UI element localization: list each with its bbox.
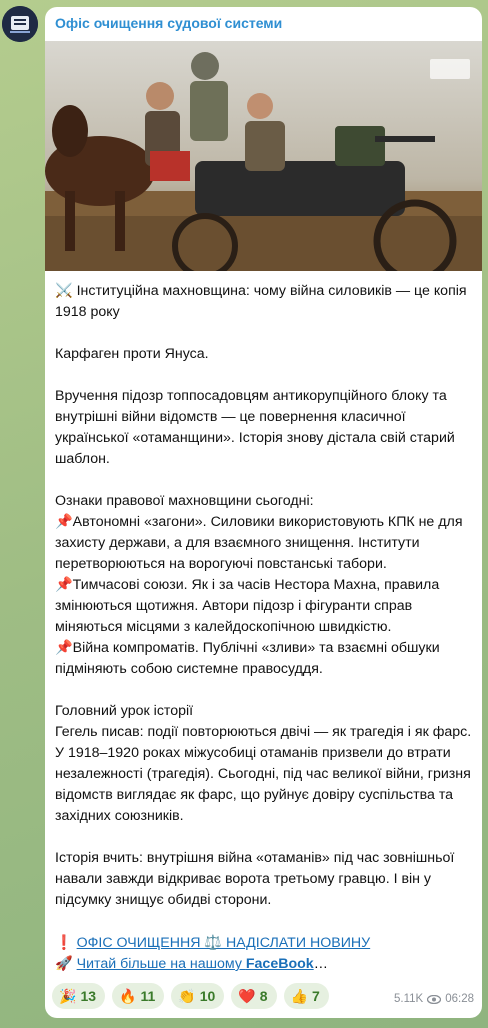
post-links <box>55 933 475 975</box>
reaction-count: 8 <box>259 988 268 1004</box>
lesson-section <box>55 701 475 827</box>
reaction-party[interactable] <box>52 983 105 1009</box>
facebook-link-ellipsis: … <box>313 956 328 972</box>
reaction-clap[interactable] <box>171 983 224 1009</box>
post-photo[interactable] <box>45 41 482 271</box>
channel-avatar[interactable] <box>2 6 38 42</box>
message-time: 06:28 <box>445 993 474 1005</box>
signs-heading: Ознаки правової махновщини сьогодні: <box>55 493 314 509</box>
post-subtitle: Карфаген проти Януса. <box>55 346 209 362</box>
facebook-row <box>55 954 475 975</box>
sign-item: 📌Війна компроматів. Публічні «зливи» та взаємні обшуки підміняють собою системне правосуддя. <box>55 640 440 677</box>
rocket-icon: 🚀 <box>55 956 77 972</box>
exclamation-icon: ❗ <box>55 935 77 951</box>
heart-icon: ❤️ <box>238 987 256 1004</box>
reaction-count: 11 <box>140 988 156 1004</box>
signs-section <box>55 491 475 680</box>
thumbs-up-icon: 👍 <box>290 987 308 1004</box>
reaction-count: 10 <box>199 988 216 1004</box>
view-count: 5.11K <box>394 993 424 1005</box>
facebook-link-bold: FaceBook <box>245 956 314 972</box>
reaction-thumbs-up[interactable] <box>284 983 329 1009</box>
post-text <box>55 281 475 932</box>
reaction-heart[interactable] <box>231 983 276 1009</box>
reaction-count: 7 <box>311 988 320 1004</box>
post-title: ⚔️ Інституційна махновщина: чому війна силовиків — це копія 1918 року <box>55 283 467 320</box>
party-popper-icon: 🎉 <box>59 987 77 1004</box>
channel-name[interactable]: Офіс очищення судової системи <box>55 15 283 31</box>
message-meta <box>394 993 474 1005</box>
facebook-link-text: Читай більше на нашому <box>76 956 246 972</box>
scales-logo-icon <box>2 6 38 42</box>
facebook-link[interactable] <box>77 956 314 972</box>
reaction-fire[interactable] <box>112 983 164 1009</box>
lesson-text: Гегель писав: події повторюються двічі — як трагедія і як фарс. У 1918–1920 роках міжусобиці отаманів призвели до втрати незалежності (трагедія). Сьогодні, під час великої війни, гризня відомств виглядає як фарс, що руйнує довіру суспільства та західних союзників. <box>55 724 472 824</box>
fire-icon: 🔥 <box>119 987 137 1004</box>
submit-news-link[interactable]: ОФІС ОЧИЩЕННЯ ⚖️ НАДІСЛАТИ НОВИНУ <box>76 935 371 951</box>
sign-item: 📌Тимчасові союзи. Як і за часів Нестора Махна, правила змінюються щотижня. Автори підозр і фігуранти справ міняються місцями з калейдоскопічною швидкістю. <box>55 577 440 635</box>
reactions-bar <box>52 983 329 1009</box>
post-intro: Вручення підозр топпосадовцям антикорупційного блоку та внутрішні війни відомств — це повернення класичної української «отаманщини». Історія знову дістала свій старий шаблон. <box>55 388 455 467</box>
lesson-heading: Головний урок історії <box>55 703 194 719</box>
sign-item: 📌Автономні «загони». Силовики використовують КПК не для захисту держави, а для взаємного знищення. Інститути перетворюються на ворогуючі повстанські табори. <box>55 514 463 572</box>
post-conclusion: Історія вчить: внутрішня війна «отаманів» під час зовнішньої навали завжди відкриває ворота третьому гравцю. І він у підсумку знищує обидві сторони. <box>55 850 455 908</box>
tachanka-photo-image <box>45 41 482 271</box>
message-bubble <box>45 7 482 1018</box>
submit-news-row <box>55 933 475 954</box>
reaction-count: 13 <box>80 988 97 1004</box>
clapping-hands-icon: 👏 <box>178 987 196 1004</box>
eye-icon <box>427 995 441 1004</box>
